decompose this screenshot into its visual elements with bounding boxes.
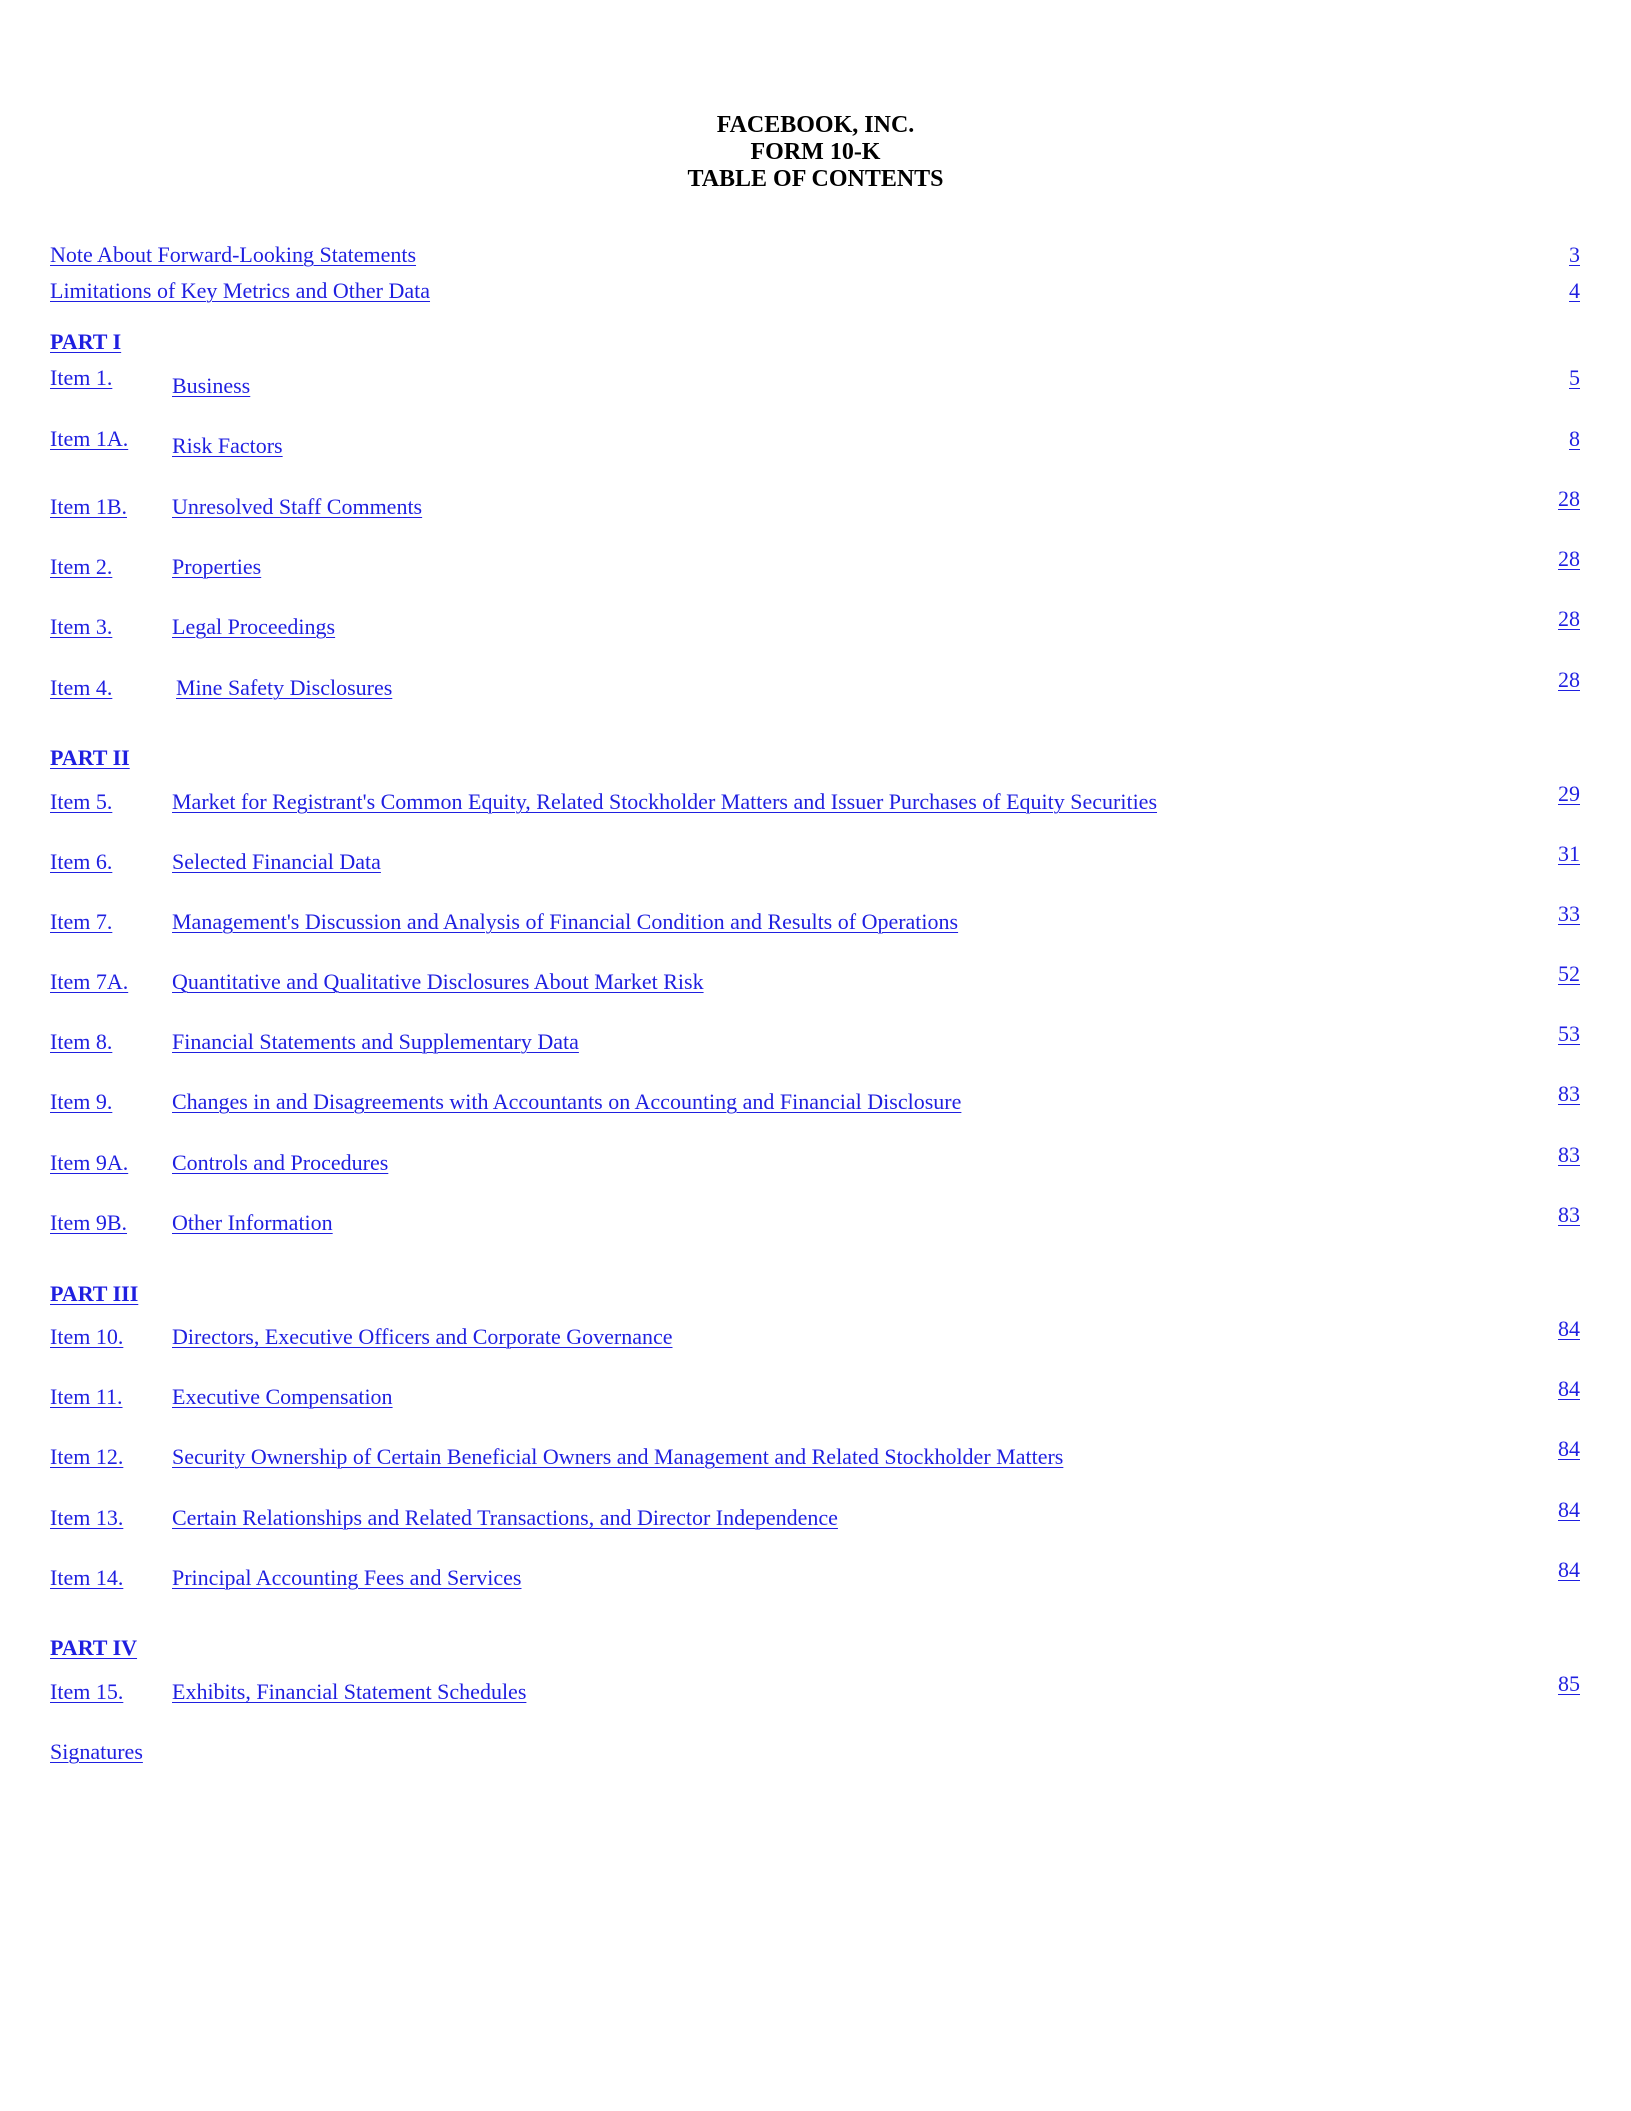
company-name: FACEBOOK, INC. <box>716 112 915 138</box>
toc-link-signatures[interactable]: Signatures <box>50 1739 143 1764</box>
toc-item-number[interactable]: Item 6. <box>50 849 113 874</box>
toc-item-number[interactable]: Item 9B. <box>50 1210 127 1235</box>
toc-item-number[interactable]: Item 7A. <box>50 969 129 994</box>
toc-item-number[interactable]: Item 10. <box>50 1324 124 1349</box>
toc-item-selected-financial-data[interactable]: Selected Financial Data <box>172 849 381 874</box>
toc-item-page[interactable]: 31 <box>1558 841 1580 866</box>
toc-item-page[interactable]: 5 <box>1569 365 1580 390</box>
toc-item-number[interactable]: Item 11. <box>50 1384 123 1409</box>
toc-item-mine-safety[interactable]: Mine Safety Disclosures <box>176 675 393 700</box>
toc-item-number[interactable]: Item 9. <box>50 1089 113 1114</box>
toc-item-number[interactable]: Item 4. <box>50 675 113 700</box>
toc-item-page[interactable]: 33 <box>1558 901 1580 926</box>
toc-item-properties[interactable]: Properties <box>172 554 262 579</box>
toc-link-key-metrics[interactable]: Limitations of Key Metrics and Other Data <box>50 278 431 303</box>
toc-item-number[interactable]: Item 1. <box>50 365 113 390</box>
toc-item-directors-officers[interactable]: Directors, Executive Officers and Corporate Governance <box>172 1324 673 1349</box>
toc-item-risk-factors[interactable]: Risk Factors <box>172 433 283 458</box>
toc-item-accountant-changes[interactable]: Changes in and Disagreements with Accountants on Accounting and Financial Disclosure <box>172 1089 962 1114</box>
toc-item-market-risk[interactable]: Quantitative and Qualitative Disclosures About Market Risk <box>172 969 704 994</box>
toc-item-page[interactable]: 85 <box>1558 1671 1580 1696</box>
toc-item-page[interactable]: 29 <box>1558 781 1580 806</box>
toc-item-exhibits[interactable]: Exhibits, Financial Statement Schedules <box>172 1679 527 1704</box>
toc-item-executive-compensation[interactable]: Executive Compensation <box>172 1384 393 1409</box>
toc-item-page[interactable]: 28 <box>1558 486 1580 511</box>
toc-item-page[interactable]: 52 <box>1558 961 1580 986</box>
form-type: FORM 10-K <box>750 139 881 165</box>
toc-item-financial-statements[interactable]: Financial Statements and Supplementary Data <box>172 1029 579 1054</box>
toc-item-mdna[interactable]: Management's Discussion and Analysis of Financial Condition and Results of Operations <box>172 909 959 934</box>
toc-item-page[interactable]: 84 <box>1558 1436 1580 1461</box>
toc-item-number[interactable]: Item 1A. <box>50 426 129 451</box>
toc-item-unresolved-staff-comments[interactable]: Unresolved Staff Comments <box>172 494 423 519</box>
toc-page-forward-looking[interactable]: 3 <box>1569 242 1580 267</box>
toc-item-number[interactable]: Item 1B. <box>50 494 127 519</box>
toc-item-page[interactable]: 28 <box>1558 546 1580 571</box>
toc-item-business[interactable]: Business <box>172 373 251 398</box>
toc-item-page[interactable]: 83 <box>1558 1142 1580 1167</box>
toc-item-number[interactable]: Item 15. <box>50 1679 124 1704</box>
toc-item-page[interactable]: 83 <box>1558 1202 1580 1227</box>
part-1-heading[interactable]: PART I <box>50 329 122 354</box>
toc-item-other-information[interactable]: Other Information <box>172 1210 333 1235</box>
toc-item-page[interactable]: 84 <box>1558 1316 1580 1341</box>
toc-item-market-equity[interactable]: Market for Registrant's Common Equity, Related Stockholder Matters and Issuer Purchases of Equity Securities <box>172 789 1158 814</box>
toc-item-number[interactable]: Item 14. <box>50 1565 124 1590</box>
part-4-heading[interactable]: PART IV <box>50 1635 138 1660</box>
part-3-heading[interactable]: PART III <box>50 1281 139 1306</box>
toc-item-controls-procedures[interactable]: Controls and Procedures <box>172 1150 389 1175</box>
toc-item-security-ownership[interactable]: Security Ownership of Certain Beneficial Owners and Management and Related Stockholder Matters <box>172 1444 1064 1469</box>
toc-item-number[interactable]: Item 2. <box>50 554 113 579</box>
toc-item-page[interactable]: 84 <box>1558 1376 1580 1401</box>
toc-item-accounting-fees[interactable]: Principal Accounting Fees and Services <box>172 1565 522 1590</box>
toc-item-page[interactable]: 83 <box>1558 1081 1580 1106</box>
toc-item-number[interactable]: Item 7. <box>50 909 113 934</box>
toc-item-page[interactable]: 28 <box>1558 606 1580 631</box>
toc-item-page[interactable]: 84 <box>1558 1557 1580 1582</box>
toc-page-key-metrics[interactable]: 4 <box>1569 278 1580 303</box>
toc-item-page[interactable]: 28 <box>1558 667 1580 692</box>
toc-link-forward-looking[interactable]: Note About Forward-Looking Statements <box>50 242 417 267</box>
toc-item-legal-proceedings[interactable]: Legal Proceedings <box>172 614 336 639</box>
toc-item-number[interactable]: Item 8. <box>50 1029 113 1054</box>
document-header <box>0 112 1631 193</box>
toc-item-number[interactable]: Item 3. <box>50 614 113 639</box>
page-title: TABLE OF CONTENTS <box>687 166 944 192</box>
toc-item-number[interactable]: Item 12. <box>50 1444 124 1469</box>
toc-item-page[interactable]: 8 <box>1569 426 1580 451</box>
toc-item-page[interactable]: 53 <box>1558 1021 1580 1046</box>
part-2-heading[interactable]: PART II <box>50 745 130 770</box>
toc-item-number[interactable]: Item 9A. <box>50 1150 129 1175</box>
toc-item-related-transactions[interactable]: Certain Relationships and Related Transactions, and Director Independence <box>172 1505 838 1530</box>
toc-item-page[interactable]: 84 <box>1558 1497 1580 1522</box>
toc-item-number[interactable]: Item 13. <box>50 1505 124 1530</box>
toc-item-number[interactable]: Item 5. <box>50 789 113 814</box>
